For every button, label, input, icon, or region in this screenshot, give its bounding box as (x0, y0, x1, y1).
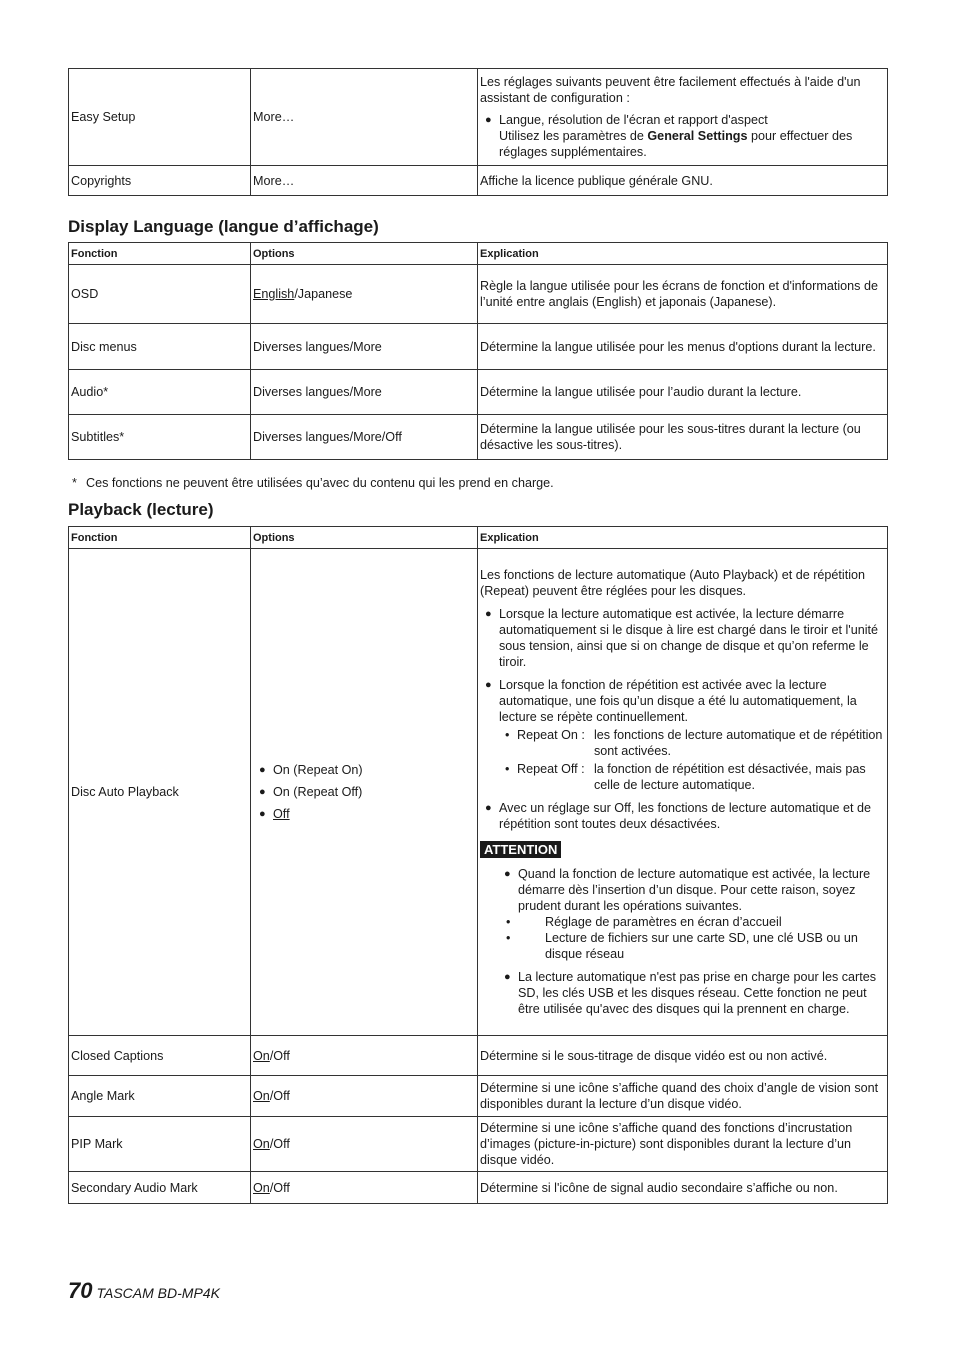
default-option: On (253, 1048, 270, 1063)
bullet-item: ● Avec un réglage sur Off, les fonctions de lecture automatique et de répétition sont toutes deux désactivées. (480, 800, 885, 832)
page-number: 70 (68, 1278, 93, 1303)
repeat-on-item (499, 727, 885, 759)
bullet-item (480, 677, 885, 793)
options-cell (251, 1117, 478, 1172)
section-heading-display-language: Display Language (langue d’affichage) (68, 217, 379, 236)
options-cell (251, 265, 478, 324)
other-options: /Off (269, 1180, 290, 1195)
page-footer (68, 1278, 220, 1304)
options-cell (251, 549, 478, 1036)
table-row (69, 415, 888, 460)
bullet-cont-text: Utilisez les paramètres de (499, 129, 648, 143)
default-option: On (253, 1180, 270, 1195)
general-settings-table (68, 68, 888, 196)
explanation-intro: Les réglages suivants peuvent être facilement effectués à l'aide d'un assistant de configuration : (480, 75, 861, 105)
bullet-item (480, 112, 885, 160)
header-explanation: Explication (478, 527, 888, 549)
other-options: /Off (269, 1089, 290, 1103)
table-header-row (69, 243, 888, 265)
table-row (69, 1076, 888, 1117)
playback-table (68, 526, 888, 1204)
option-item (253, 806, 475, 822)
options-cell: Diverses langues/More/Off (251, 415, 478, 460)
repeat-on-value: les fonctions de lecture automatique et de répétition sont activées. (594, 728, 883, 758)
table-header-row (69, 527, 888, 549)
option-item: ● On (Repeat Off) (253, 784, 475, 800)
footnote (72, 475, 554, 491)
options-cell: More… (251, 69, 478, 166)
header-options: Options (251, 527, 478, 549)
attention-subitem: • Lecture de fichiers sur une carte SD, une clé USB ou un disque réseau (480, 930, 885, 962)
table-row (69, 1117, 888, 1172)
bullet-continuation (499, 128, 885, 160)
repeat-off-key-text: Repeat Off : (517, 762, 585, 776)
repeat-off-key: • Repeat Off : (505, 762, 585, 776)
function-cell: Disc Auto Playback (69, 549, 251, 1036)
repeat-off-value: la fonction de répétition est désactivée, mais pas celle de lecture automatique. (594, 762, 866, 792)
options-cell (251, 1172, 478, 1204)
explanation-cell: Détermine la langue utilisée pour les menus d'options durant la lecture. (478, 324, 888, 370)
default-option: On (253, 1089, 270, 1103)
footnote-marker: * (72, 476, 77, 490)
attention-wrap (480, 841, 885, 858)
bullet-text: ● Langue, résolution de l'écran et rapport d'aspect (499, 113, 768, 127)
options-cell (251, 1036, 478, 1076)
function-cell: PIP Mark (69, 1117, 251, 1172)
option-item: ● On (Repeat On) (253, 762, 475, 778)
explanation-cell (478, 69, 888, 166)
function-cell: Closed Captions (69, 1036, 251, 1076)
default-option: English (253, 287, 295, 301)
model-name: TASCAM BD-MP4K (96, 1285, 220, 1301)
other-options: /Japanese (294, 287, 353, 301)
options-cell: Diverses langues/More (251, 370, 478, 415)
options-cell: More… (251, 166, 478, 196)
function-cell: Subtitles* (69, 415, 251, 460)
explanation-cell: Règle la langue utilisée pour les écrans de fonction et d'informations de l’unité entre anglais (English) et japonais (Japanese). (478, 265, 888, 324)
function-cell: Audio* (69, 370, 251, 415)
explanation-cell: Détermine si l'icône de signal audio secondaire s’affiche ou non. (478, 1172, 888, 1204)
explanation-cell: Détermine si le sous-titrage de disque vidéo est ou non activé. (478, 1036, 888, 1076)
bullet-item: ● Lorsque la lecture automatique est activée, la lecture démarre automatiquement si le disque à lire est chargé dans le tiroir et l'unité sous tension, ainsi que si on change de disque et qu’on referme le tiroir. (480, 606, 885, 670)
repeat-off-item (499, 761, 885, 793)
attention-item (480, 866, 885, 962)
function-cell: Easy Setup (69, 69, 251, 166)
explanation-cell: Affiche la licence publique générale GNU. (478, 166, 888, 196)
table-row (69, 265, 888, 324)
repeat-on-key-text: Repeat On : (517, 728, 585, 742)
function-cell: Angle Mark (69, 1076, 251, 1117)
bullet-cont-text-end: pour effectuer des réglages supplémentaires. (499, 129, 853, 159)
header-options: Options (251, 243, 478, 265)
explanation-intro: Les fonctions de lecture automatique (Auto Playback) et de répétition (Repeat) peuvent être réglées pour les disques. (480, 568, 866, 598)
repeat-on-key: • Repeat On : (505, 728, 585, 742)
table-row (69, 370, 888, 415)
other-options: /Off (269, 1048, 290, 1063)
function-cell: Secondary Audio Mark (69, 1172, 251, 1204)
function-cell: Copyrights (69, 166, 251, 196)
function-cell: OSD (69, 265, 251, 324)
explanation-cell (478, 549, 888, 1036)
attention-subitem: • Réglage de paramètres en écran d’accueil (480, 914, 885, 930)
table-row (69, 69, 888, 166)
explanation-cell: Détermine la langue utilisée pour les sous-titres durant la lecture (ou désactive les sous-titres). (478, 415, 888, 460)
other-options: /Off (269, 1137, 290, 1151)
attention-item: ● La lecture automatique n'est pas prise en charge pour les cartes SD, les clés USB et les disques réseau. Cette fonction ne peut être utilisée qu'avec des disques qui la prennent en charge. (480, 969, 885, 1017)
explanation-cell: Détermine si une icône s’affiche quand des fonctions d’incrustation d’images (picture-in-picture) sont disponibles durant la lecture d’un disque vidéo. (478, 1117, 888, 1172)
table-row (69, 549, 888, 1036)
attention-badge: ATTENTION (480, 841, 561, 858)
section-heading-playback: Playback (lecture) (68, 500, 214, 519)
explanation-cell: Détermine si une icône s’affiche quand des choix d’angle de vision sont disponibles durant la lecture d’un disque vidéo. (478, 1076, 888, 1117)
options-cell: Diverses langues/More (251, 324, 478, 370)
function-cell: Disc menus (69, 324, 251, 370)
explanation-cell: Détermine la langue utilisée pour l’audio durant la lecture. (478, 370, 888, 415)
table-row (69, 1036, 888, 1076)
table-row (69, 1172, 888, 1204)
bullet-text: ● Lorsque la fonction de répétition est activée avec la lecture automatique, une fois qu’un disque a été lu automatiquement, la lecture se répète continuellement. (499, 678, 857, 724)
header-explanation: Explication (478, 243, 888, 265)
table-row (69, 324, 888, 370)
options-cell (251, 1076, 478, 1117)
default-option: Off (273, 807, 290, 821)
header-function: Fonction (69, 243, 251, 265)
header-function: Fonction (69, 527, 251, 549)
footnote-text: Ces fonctions ne peuvent être utilisées qu’avec du contenu qui les prend en charge. (86, 476, 554, 490)
default-option: On (253, 1137, 270, 1151)
display-language-table (68, 242, 888, 460)
attention-text: ● Quand la fonction de lecture automatique est activée, la lecture démarre dès l’insertion d’un disque. Pour cette raison, soyez prudent durant les opérations suivantes. (518, 867, 871, 913)
general-settings-term: General Settings (647, 129, 748, 143)
table-row (69, 166, 888, 196)
